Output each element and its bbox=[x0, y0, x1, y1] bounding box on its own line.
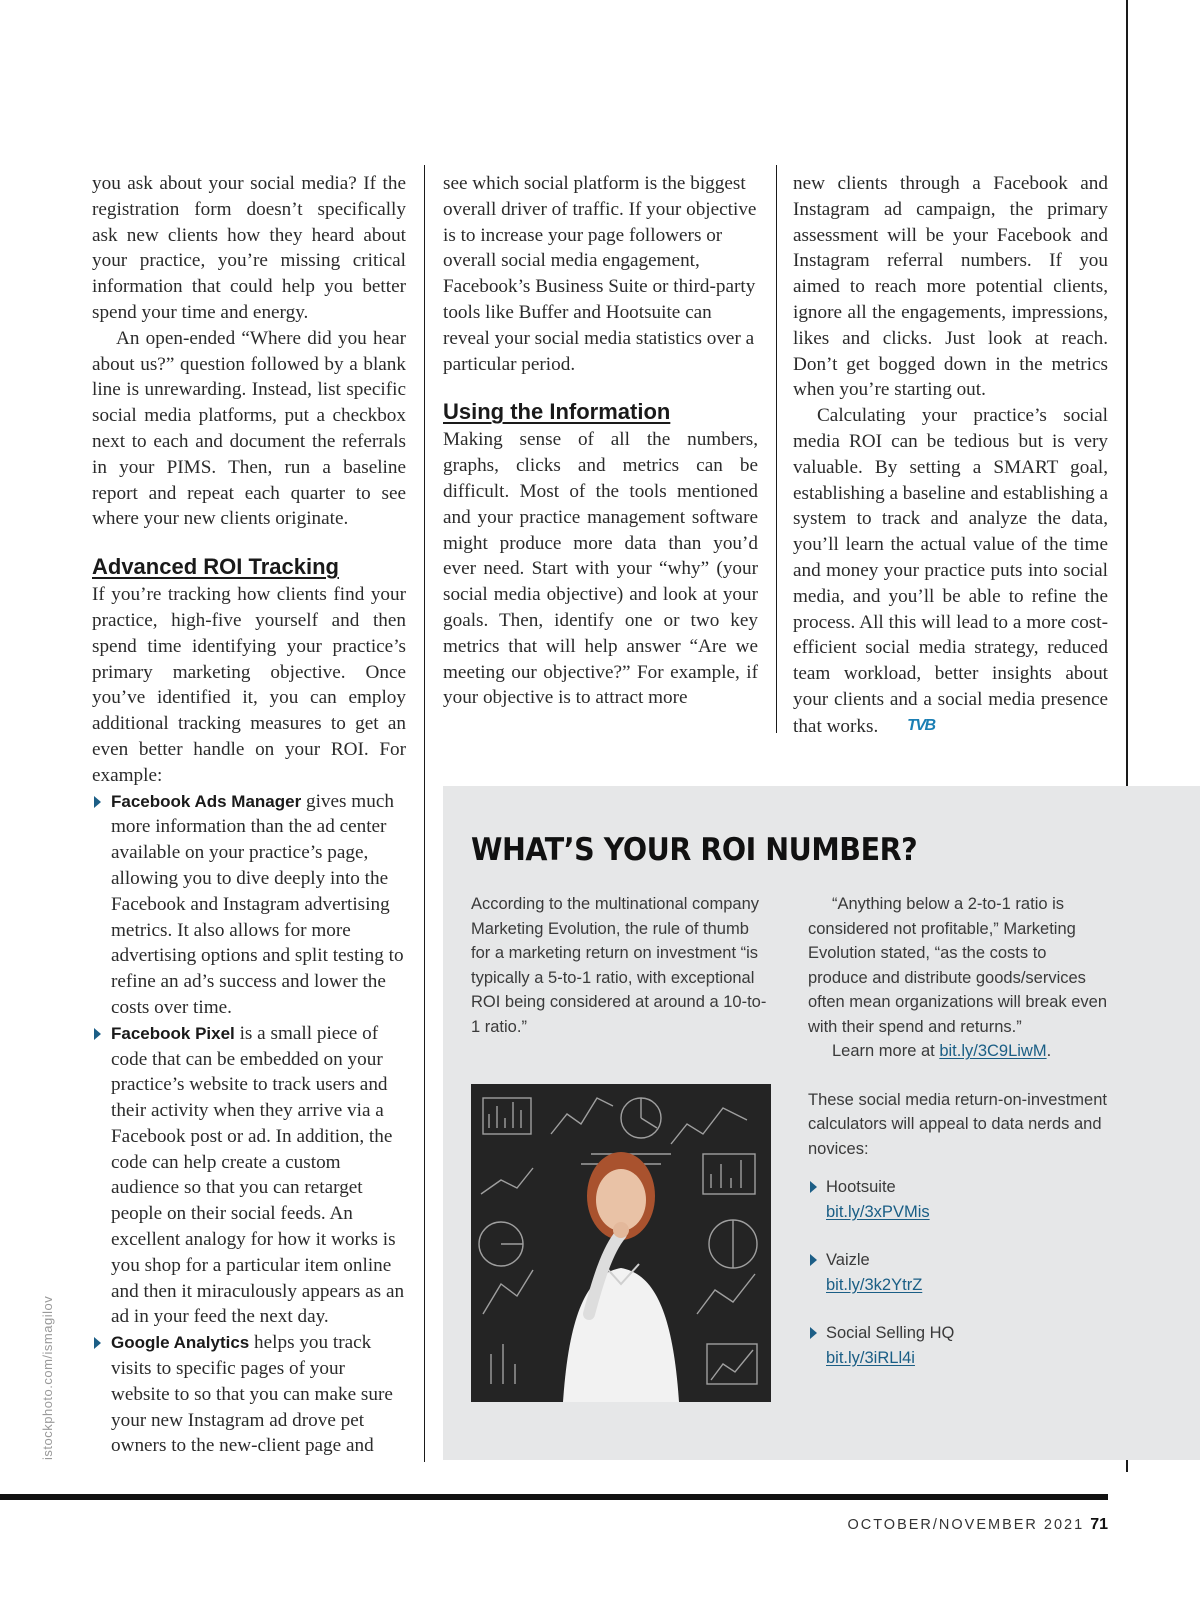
col3-paragraph-2-text: Calculating your practice’s social media ROI can be tedious but is very valuable. By setting a SMART goal, establishing a baseline and establishing a system to track and analyze the data, you’ll learn the actual value of the time and money your practice puts into social media, and you’ll be able to refine the process. All this will lead to a more cost-efficient social media strategy, reduced team workload, better insights about your clients and a social media presence that works. bbox=[793, 405, 1108, 737]
col2-paragraph-1: see which social platform is the biggest overall driver of traffic. If your objective is to increase your page followers or overall social media engagement, Facebook’s Business Suite or third-party tools like Buffer and Hootsuite can reveal your social media statistics over a particular period. bbox=[443, 173, 757, 375]
bullet-text: gives much more information than the ad center available on your practice’s page, allowing you to dive deeply into the Facebook and Instagram advertising metrics. It also allows for more advertising options and split testing to refine an ad’s success and lower the costs over time. bbox=[111, 790, 404, 1018]
calculator-name: Hootsuite bbox=[826, 1178, 896, 1196]
col2-paragraph-2: Making sense of all the numbers, graphs, clicks and metrics can be difficult. Most of the tools mentioned and your practice management software might produce more data than you’d ever need. Start with your “why” (your social media objective) and look at your goals. Then, identify one or two key metrics that will help answer “Are we meeting our objective?” For example, if your objective is to attract more bbox=[443, 429, 758, 709]
calculator-link[interactable]: bit.ly/3iRLl4i bbox=[826, 1348, 915, 1367]
roi-sidebar bbox=[443, 786, 1200, 1460]
bullet-term: Google Analytics bbox=[111, 1333, 250, 1353]
photo-credit: istockphoto.com/ismagilov bbox=[40, 1295, 55, 1460]
column-1 bbox=[92, 171, 406, 1459]
heading-advanced-roi-tracking: Advanced ROI Tracking bbox=[92, 554, 339, 580]
learn-more-line bbox=[808, 1039, 1108, 1064]
triangle-bullet-icon bbox=[94, 1337, 101, 1349]
sidebar-intro: According to the multinational company Marketing Evolution, the rule of thumb for a marketing return on investment “is typically a 5-to-1 ratio, with exceptional ROI being considered at around a 10-to-1 ratio.” bbox=[471, 895, 767, 1036]
bullet-text: is a small piece of code that can be embedded on your practice’s website to track users and their activity when they arrive via a Facebook post or ad. In addition, the code can help create a custom audience so that you can retarget people on their social feeds. An excellent analogy for how it works is you shop for a particular item online and then it miraculously appears as an ad in your feed the next day. bbox=[111, 1022, 405, 1328]
learn-more-suffix: . bbox=[1046, 1042, 1052, 1060]
column-rule-left bbox=[424, 165, 425, 1462]
triangle-bullet-icon bbox=[810, 1181, 817, 1193]
column-2 bbox=[443, 171, 758, 711]
calculator-name: Vaizle bbox=[826, 1251, 870, 1269]
calculator-link[interactable]: bit.ly/3xPVMis bbox=[826, 1202, 930, 1221]
list-item bbox=[92, 789, 406, 1021]
calculator-name: Social Selling HQ bbox=[826, 1324, 955, 1342]
sidebar-title: WHAT’S YOUR ROI NUMBER? bbox=[471, 832, 918, 868]
list-item bbox=[92, 1021, 406, 1331]
list-item bbox=[808, 1175, 1108, 1224]
learn-more-link[interactable]: bit.ly/3C9LiwM bbox=[939, 1042, 1047, 1060]
page-number: 71 bbox=[1090, 1516, 1108, 1533]
calculator-list bbox=[808, 1175, 1108, 1370]
col1-paragraph-3: If you’re tracking how clients find your practice, high-five yourself and then spend time identifying your practice’s primary marketing objective. Once you’ve identified it, you can employ additional tracking measures to get an even better handle on your ROI. For example: bbox=[92, 584, 406, 786]
triangle-bullet-icon bbox=[94, 1028, 101, 1040]
list-item bbox=[92, 1330, 406, 1459]
sidebar-quote: “Anything below a 2-to-1 ratio is considered not profitable,” Marketing Evolution stated, “as the costs to produce and distribute goods/services often mean organizations will break even with their spend and returns.” bbox=[808, 895, 1108, 1036]
tracking-tools-list bbox=[92, 789, 406, 1460]
calculator-link[interactable]: bit.ly/3k2YtrZ bbox=[826, 1275, 923, 1294]
list-item bbox=[808, 1248, 1108, 1297]
learn-more-prefix: Learn more at bbox=[832, 1042, 940, 1060]
footer-rule bbox=[0, 1494, 1108, 1500]
column-3 bbox=[793, 171, 1108, 740]
heading-using-the-information: Using the Information bbox=[443, 399, 671, 425]
sidebar-left-text bbox=[471, 892, 771, 1039]
col1-paragraph-2: An open-ended “Where did you hear about us?” question followed by a blank line is unrewarding. Instead, list specific social media platforms, put a checkbox next to each and document the referrals in your PIMS. Then, run a baseline report and repeat each quarter to see where your new clients originate. bbox=[92, 327, 406, 530]
column-rule-right bbox=[776, 165, 777, 733]
col3-paragraph-2 bbox=[793, 403, 1108, 739]
bullet-term: Facebook Ads Manager bbox=[111, 791, 302, 811]
list-item bbox=[808, 1321, 1108, 1370]
col1-paragraph-1: you ask about your social media? If the registration form doesn’t specifically ask new clients how they heard about your practice, you’re missing critical information that could help you better spend your time and energy. bbox=[92, 173, 406, 323]
calculators-intro: These social media return-on-investment calculators will appeal to data nerds and novices: bbox=[808, 1090, 1107, 1158]
photo-woman-thinking-chalkboard bbox=[471, 1084, 771, 1402]
issue-date: OCTOBER/NOVEMBER 2021 bbox=[847, 1517, 1085, 1533]
triangle-bullet-icon bbox=[810, 1327, 817, 1339]
sidebar-right-text bbox=[808, 892, 1108, 1394]
bullet-term: Facebook Pixel bbox=[111, 1023, 235, 1043]
chalkboard-illustration bbox=[471, 1084, 771, 1402]
bullet-text: helps you track visits to specific pages of your website to so that you can make sure your new Instagram ad drove pet owners to the new-client page and bbox=[111, 1332, 393, 1457]
col3-paragraph-1: new clients through a Facebook and Instagram ad campaign, the primary assessment will be your Facebook and Instagram referral numbers. If you aimed to reach more potential clients, ignore all the engagements, impressions, likes and clicks. Just look at reach. Don’t get bogged down in the metrics when you’re starting out. bbox=[793, 173, 1108, 401]
tvb-end-mark: TVB bbox=[907, 716, 935, 734]
triangle-bullet-icon bbox=[810, 1254, 817, 1266]
page-footer bbox=[847, 1516, 1108, 1534]
triangle-bullet-icon bbox=[94, 796, 101, 808]
